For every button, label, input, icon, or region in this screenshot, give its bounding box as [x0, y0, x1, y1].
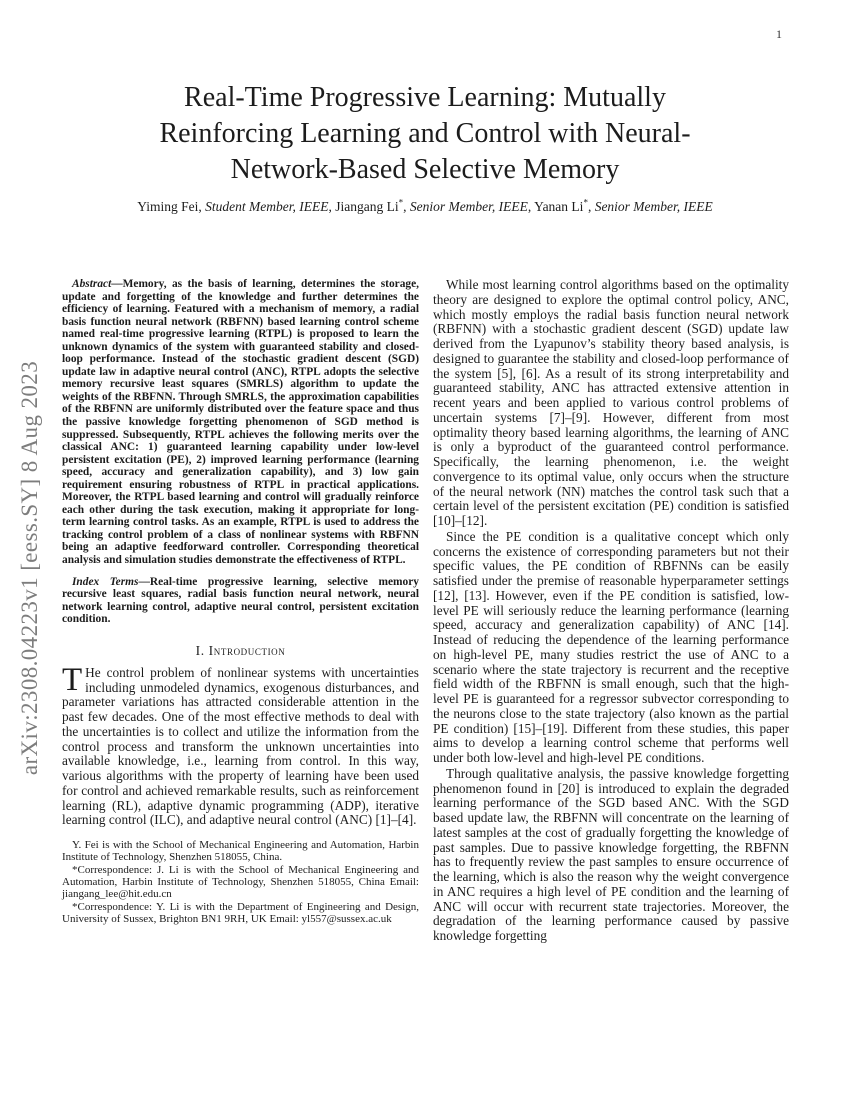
author-affiliation-marker: * [398, 197, 404, 208]
footnote-correspondence-2: *Correspondence: Y. Li is with the Department of Engineering and Design, University of Sussex, Brighton BN1 9RH, UK Email: yl557@sussex.ac.uk [62, 900, 419, 926]
left-column [62, 278, 419, 925]
author-line [0, 199, 850, 215]
author-separator: , [587, 199, 595, 214]
author-affiliation-marker: * [583, 197, 588, 208]
author-role: Senior Member, IEEE [594, 199, 713, 214]
author-role: Senior Member, IEEE [409, 199, 528, 214]
author-separator: , [403, 199, 410, 214]
abstract-paragraph [62, 278, 419, 567]
body-paragraph: Through qualitative analysis, the passive knowledge forgetting phenomenon found in [20] is introduced to explain the degraded learning performance of the SGD based ANC. With the SGD based update law, the RBFNN will concentrate on the learning of latest samples at the cost of gradually forgetting the knowledge of past samples. Due to passive knowledge forgetting, the RBFNN has to frequently review the past samples to ensure occurrence of the learning, which is also the reason why the weight convergence in ANC requires a high level of PE condition and the learning of ANC will occur with recurrent state trajectories. Moreover, the degradation of the learning performance caused by passive knowledge forgetting [433, 765, 789, 943]
author [534, 199, 713, 214]
footnote-correspondence-1: *Correspondence: J. Li is with the School of Mechanical Engineering and Automation, Harbin Institute of Technology, Shenzhen 518055, China Email: jiangang_lee@hit.edu.cn [62, 863, 419, 901]
arxiv-sidebar-banner: arXiv:2308.04223v1 [eess.SY] 8 Aug 2023 [17, 360, 42, 776]
index-terms-paragraph [62, 576, 419, 626]
footnotes-block [62, 839, 419, 925]
author-role: Student Member, IEEE [205, 199, 329, 214]
author-separator: , [198, 199, 206, 214]
author-name: Yanan Li [534, 199, 584, 214]
index-terms-label: Index Terms [72, 575, 139, 588]
dropcap-lead: He [85, 664, 107, 680]
author-name: Yiming Fei [137, 199, 199, 214]
footnote-affiliation: Y. Fei is with the School of Mechanical Engineering and Automation, Harbin Institute of Technology, Shenzhen 518055, China. [62, 839, 419, 864]
author-separator: , [527, 199, 535, 214]
index-terms-text: Real-time progressive learning, selective memory recursive least squares, radial basis function neural network, neural network learning control, adaptive neural control, persistent excitation condition. [62, 575, 419, 626]
section-heading-introduction: I. Introduction [195, 642, 286, 658]
paper-title: Real-Time Progressive Learning: Mutually Reinforcing Learning and Control with Neural-Network-Based Selective Memory [159, 82, 691, 185]
abstract-dash: — [111, 278, 123, 290]
body-paragraph: Since the PE condition is a qualitative concept which only concerns the existence of corresponding parameters but not their specific values, the PE condition of RBFNNs can be easily satisfied under the premise of reasonable hyperparameter settings [12], [13]. However, even if the PE condition is satisfied, low-level PE will seriously reduce the learning performance (learning speed, accuracy and generalization capability) of ANC [14]. Instead of reducing the dependence of the learning performance on high-level PE, many studies restrict the use of ANC to a scenario where the state trajectory is recurrent and the receptive field width of the RBFNN is small enough, such that the high-level PE is guaranteed for a regressor subvector corresponding to the neurons close to the state trajectory (also known as the partial PE condition) [15]–[19]. Different from these studies, this paper aims to develop a learning control scheme that performs well under both low-level and high-level PE conditions. [433, 528, 789, 765]
abstract-text: Memory, as the basis of learning, determines the storage, update and forgetting of the knowledge and further determines the efficiency of learning. Featured with a mechanism of memory, a radial basis function neural network (RBFNN) based learning control scheme named real-time progressive learning (RTPL) is proposed to learn the unknown dynamics of the system with guaranteed stability and closed-loop performance. Instead of the stochastic gradient descent (SGD) update law in adaptive neural control (ANC), RTPL adopts the selective memory recursive least squares (SMRLS) algorithm to update the weights of the RBFNN. Through SMRLS, the approximation capabilities of the RBFNN are uniformly distributed over the feature space and thus the passive knowledge forgetting phenomenon of SGD method is suppressed. Subsequently, RTPL achieves the following merits over the classical ANC: 1) guaranteed learning capability under low-level persistent excitation (PE), 2) improved learning performance (learning speed, accuracy and generalization capability), and 3) low gain requirement ensuring robustness of RTPL in practical applications. Moreover, the RTPL based learning and control will gradually reinforce each other during the task execution, making it appropriate for long-term learning control tasks. As an example, RTPL is used to address the tracking control problem of a class of nonlinear systems with RBFNN being an adaptive feedforward controller. Corresponding theoretical analysis and simulation studies demonstrate the effectiveness of RTPL. [62, 278, 419, 567]
page-number: 1 [776, 27, 782, 41]
introduction-text: control problem of nonlinear systems with uncertainties including unmodeled dynamics, exogenous disturbances, and parameter variations has attracted considerable attention in the past few decades. One of the most effective methods to deal with the uncertainties is to collect and utilize the information from the control process and transform the unknown uncertainties into available knowledge, i.e., learning from control. In this way, various algorithms with the property of learning have been used for control and achieved remarkable results, such as reinforcement learning (RL), adaptive dynamic programming (ADP), iterative learning control (ILC), and adaptive neural control (ANC) [1]–[4]. [62, 664, 419, 828]
author [335, 199, 534, 214]
author-separator: , [328, 199, 336, 214]
index-terms-dash: — [138, 575, 150, 588]
author [137, 199, 335, 214]
abstract-label: Abstract [72, 278, 112, 290]
introduction-paragraph [62, 661, 419, 828]
author-name: Jiangang Li [335, 199, 399, 214]
dropcap-letter: T [62, 661, 83, 698]
body-paragraph: While most learning control algorithms based on the optimality theory are designed to explore the optimal control policy, ANC, which mostly employs the radial basis function neural network (RBFNN) with a stochastic gradient descent (SGD) update law derived from the Lyapunov’s stability theory based analysis, is designed to guarantee the stability and closed-loop performance of the system [5], [6]. As a result of its strong interpretability and guaranteed stability, ANC has attracted extensive attention in recent years and been applied to various control problems of uncertain systems [7]–[9]. However, different from most optimality theory based learning algorithms, the learning of ANC is only a byproduct of the guaranteed control performance. Specifically, the learning phenomenon, i.e. the weight convergence to its optimal value, only occurs when the structure of the neural network (NN) matches the control task such that a certain level of the persistent excitation (PE) condition is satisfied [10]–[12]. [433, 277, 789, 528]
right-column [433, 278, 789, 944]
